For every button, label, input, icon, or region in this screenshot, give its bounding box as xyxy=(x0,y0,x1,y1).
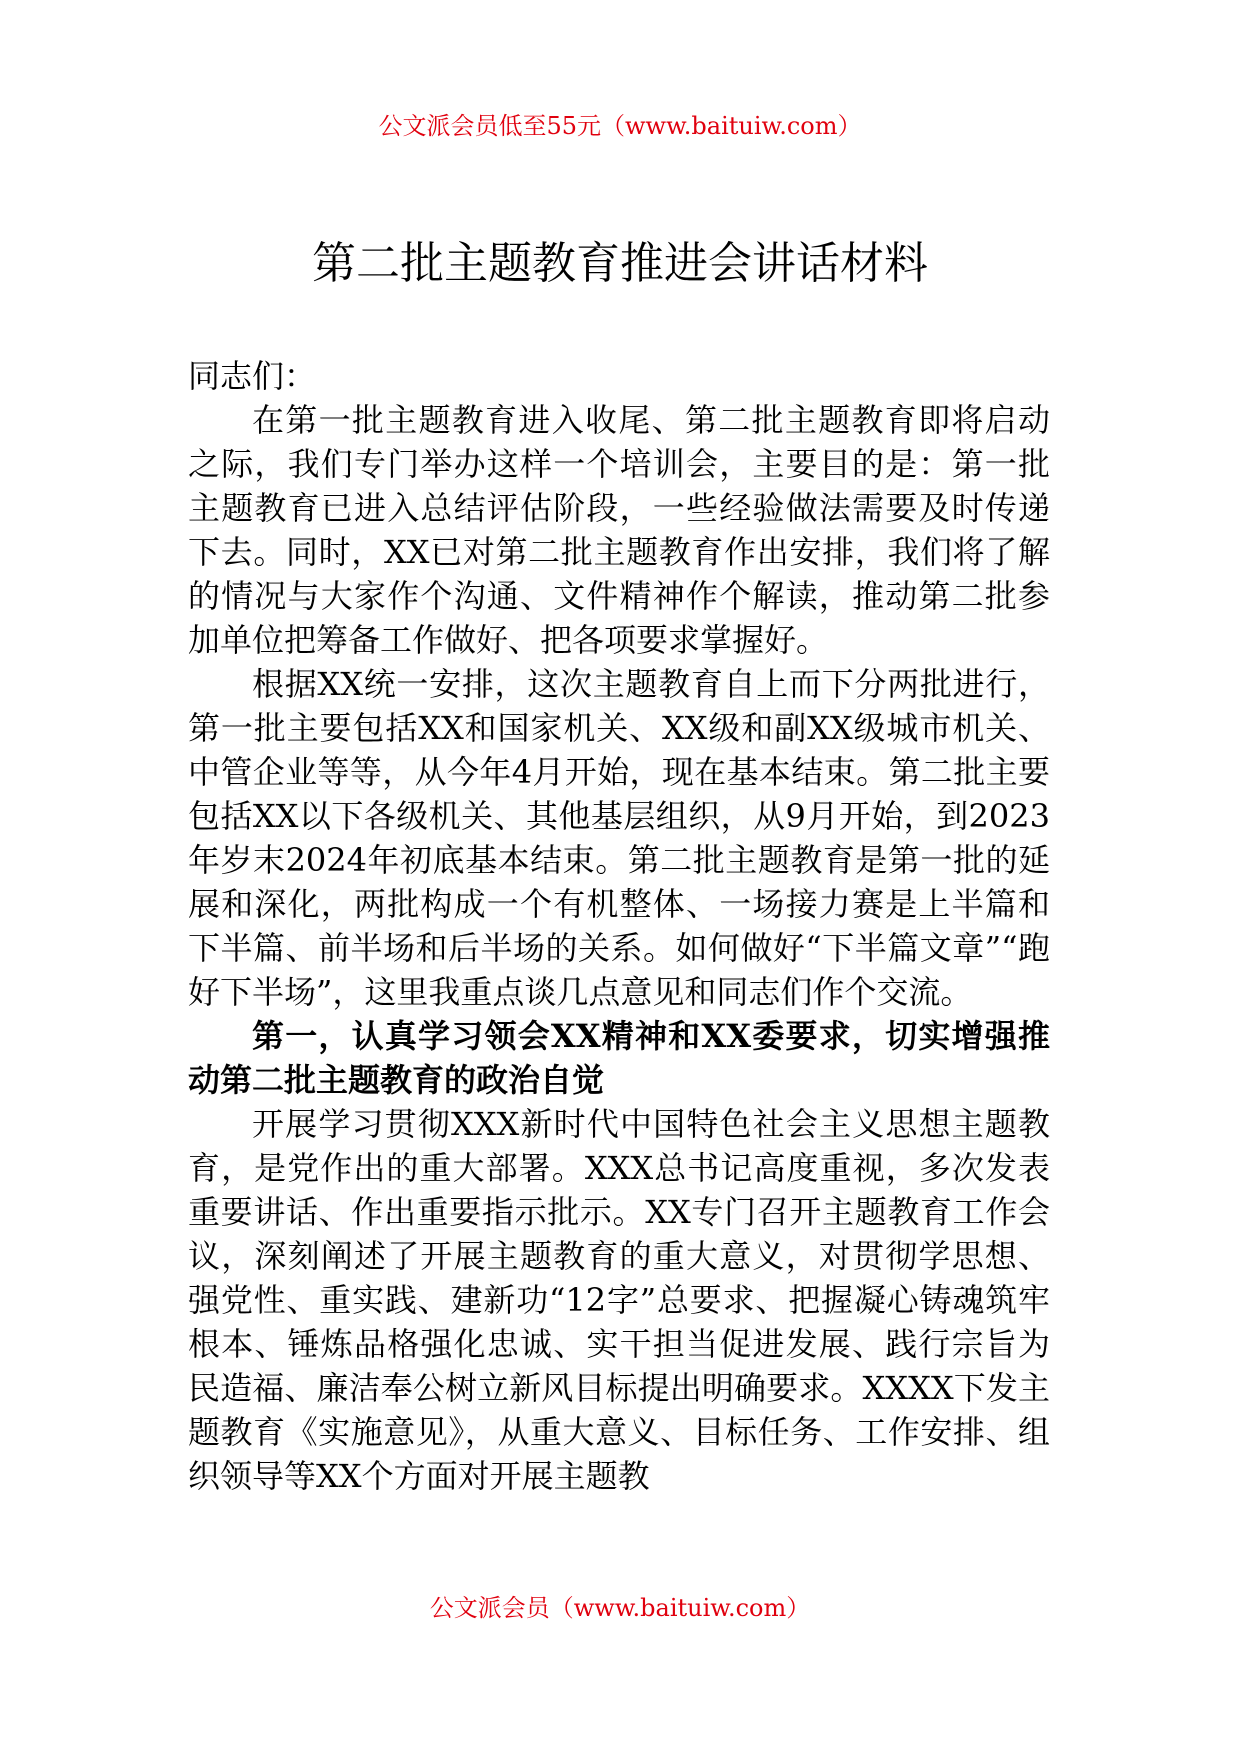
section-paragraph: 开展学习贯彻XXX新时代中国特色社会主义思想主题教育，是党作出的重大部署。XXX总书记高度重视，多次发表重要讲话、作出重要指示批示。XX专门召开主题教育工作会议，深刻阐述了开展主题教育的重大意义，对贯彻学思想、强党性、重实践、建新功“12字”总要求、把握凝心铸魂筑牢根本、锤炼品格强化忠诚、实干担当促进发展、践行宗旨为民造福、廉洁奉公树立新风目标提出明确要求。XXXX下发主题教育《实施意见》，从重大意义、目标任务、工作安排、组织领导等XX个方面对开展主题教 xyxy=(188,1105,1050,1495)
salutation: 同志们： xyxy=(188,357,317,395)
paragraph-2: 根据XX统一安排，这次主题教育自上而下分两批进行，第一批主要包括XX和国家机关、XX级和副XX级城市机关、中管企业等等，从今年4月开始，现在基本结束。第二批主要包括XX以下各级机关、其他基层组织，从9月开始，到2023年岁末2024年初底基本结束。第二批主题教育是第一批的延展和深化，两批构成一个有机整体、一场接力赛是上半篇和下半篇、前半场和后半场的关系。如何做好“下半篇文章”“跑好下半场”，这里我重点谈几点意见和同志们作个交流。 xyxy=(188,665,1050,1011)
document-body xyxy=(188,354,1050,1498)
section-heading: 第一，认真学习领会XX精神和XX委要求，切实增强推动第二批主题教育的政治自觉 xyxy=(188,1017,1050,1099)
footer-banner: 公文派会员（www.baituiw.com） xyxy=(429,1594,811,1622)
paragraph-1: 在第一批主题教育进入收尾、第二批主题教育即将启动之际，我们专门举办这样一个培训会，主要目的是：第一批主题教育已进入总结评估阶段，一些经验做法需要及时传递下去。同时，XX已对第二批主题教育作出安排，我们将了解的情况与大家作个沟通、文件精神作个解读，推动第二批参加单位把筹备工作做好、把各项要求掌握好。 xyxy=(188,401,1050,659)
document-title: 第二批主题教育推进会讲话材料 xyxy=(312,238,928,289)
header-banner: 公文派会员低至55元（www.baituiw.com） xyxy=(378,112,862,140)
